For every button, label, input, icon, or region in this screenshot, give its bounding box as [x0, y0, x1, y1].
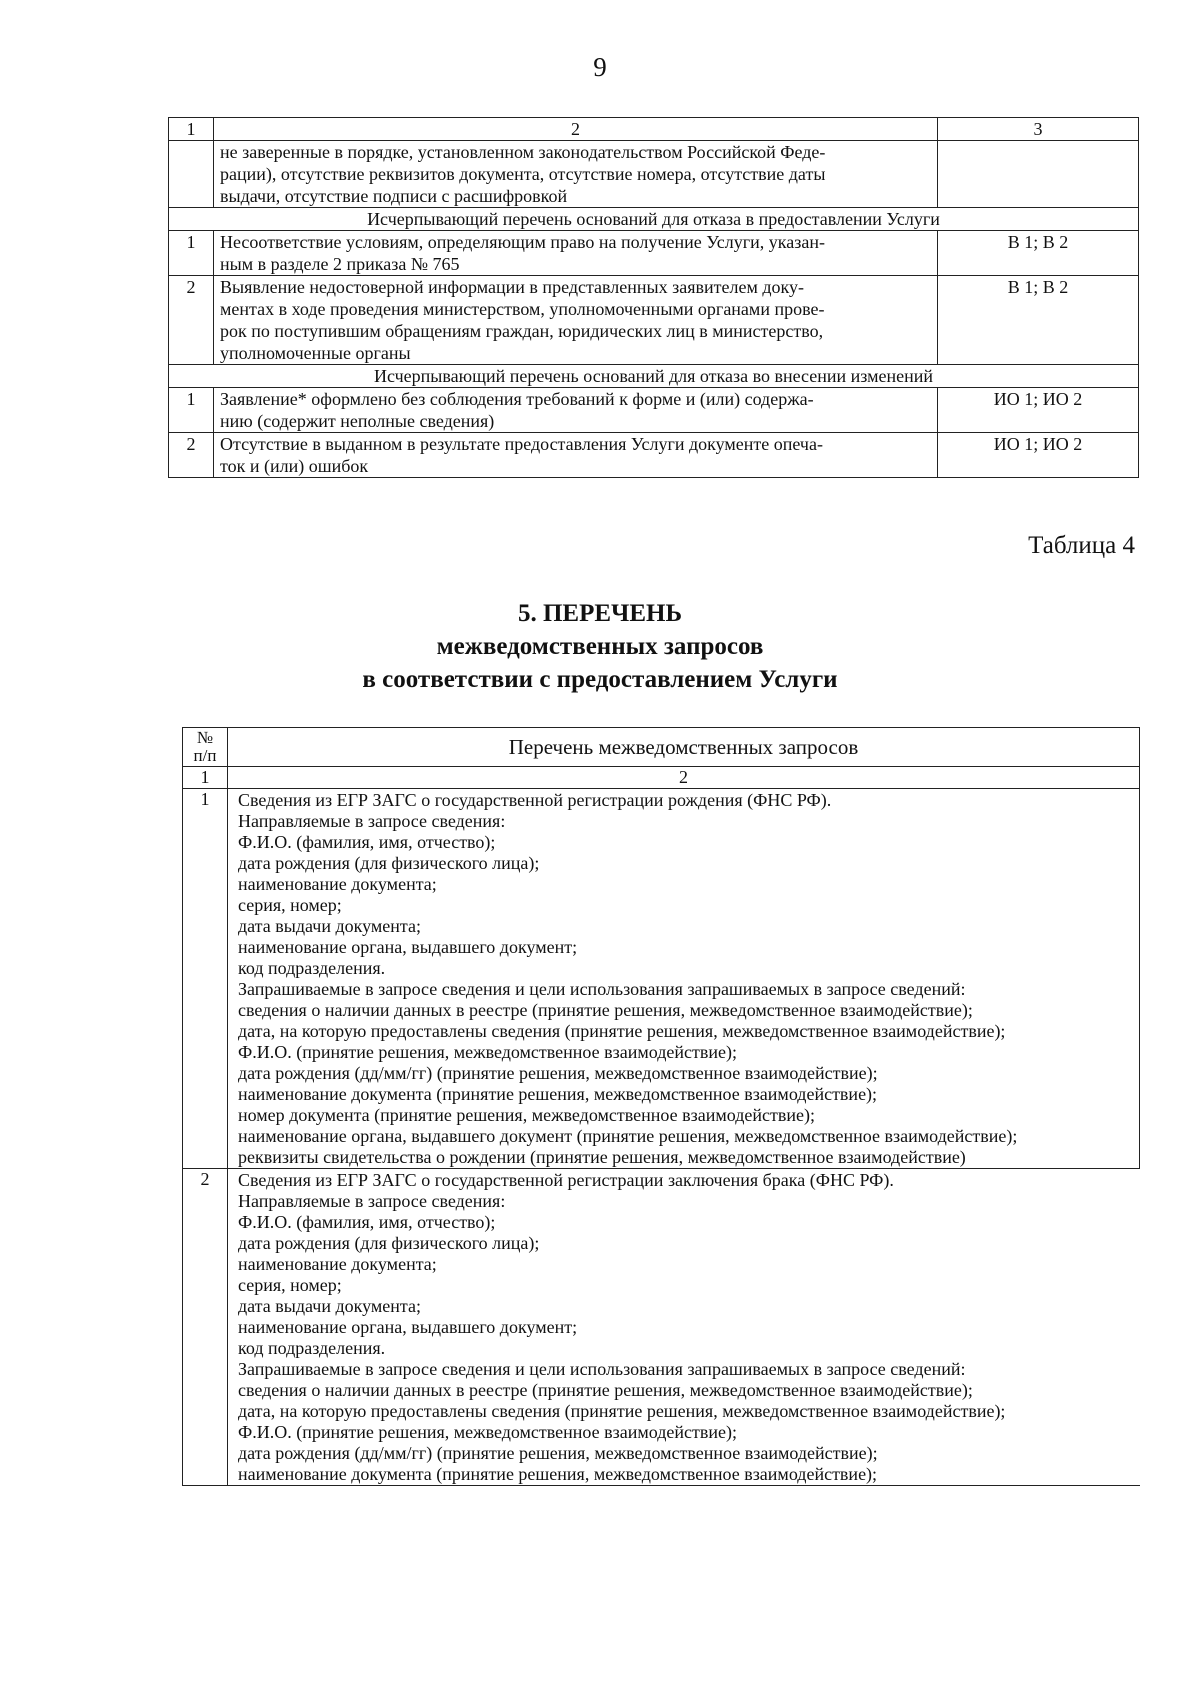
row-code-cell: ИО 1; ИО 2 [938, 433, 1139, 478]
row-text-cell [214, 276, 938, 365]
header-title-cell: Перечень межведомственных запросов [228, 728, 1140, 767]
text-line: дата выдачи документа; [238, 1296, 421, 1316]
table-row [169, 231, 1139, 276]
page-number: 9 [593, 52, 607, 82]
text-line: ментах в ходе проведения министерством, уполномоченными органами прове- [220, 299, 825, 319]
section-heading-subtitle: в соответствии с предоставлением Услуги [362, 666, 838, 693]
column-number-cell: 3 [938, 118, 1139, 141]
row-text-cell [214, 231, 938, 276]
column-number-cell: 2 [214, 118, 938, 141]
section-title: Исчерпывающий перечень оснований для отказа во внесении изменений [169, 365, 1139, 388]
text-line: код подразделения. [238, 958, 386, 978]
column-number-row [183, 767, 1140, 789]
row-text-cell [214, 433, 938, 478]
text-line: рок по поступившим обращениям граждан, юридических лиц в министерство, [220, 321, 824, 341]
table-row [169, 433, 1139, 478]
text-line: дата выдачи документа; [238, 916, 421, 936]
text-line: наименование документа (принятие решения, межведомственное взаимодействие); [238, 1084, 878, 1104]
table-label: Таблица 4 [1028, 532, 1135, 559]
row-number-cell: 2 [169, 433, 214, 478]
text-line: Несоответствие условиям, определяющим право на получение Услуги, указан- [220, 232, 825, 252]
text-line: Выявление недостоверной информации в представленных заявителем доку- [220, 277, 805, 297]
table-row [183, 1169, 1140, 1486]
text-line: Ф.И.О. (принятие решения, межведомственное взаимодействие); [238, 1422, 737, 1442]
section-heading-title: 5. ПЕРЕЧЕНЬ [517, 600, 683, 627]
row-code-cell: ИО 1; ИО 2 [938, 388, 1139, 433]
text-line: Направляемые в запросе сведения: [238, 811, 506, 831]
column-number-cell: 2 [228, 767, 1140, 789]
section-header-row [169, 365, 1139, 388]
text-line: Запрашиваемые в запросе сведения и цели использования запрашиваемых в запросе сведений: [238, 979, 966, 999]
text-line: Сведения из ЕГР ЗАГС о государственной регистрации рождения (ФНС РФ). [238, 790, 832, 810]
section-header-row [169, 208, 1139, 231]
table-header-row [183, 728, 1140, 767]
text-line: Ф.И.О. (фамилия, имя, отчество); [238, 1212, 496, 1232]
text-line: рации), отсутствие реквизитов документа, отсутствие номера, отсутствие даты [220, 164, 826, 184]
column-number-cell: 1 [183, 767, 228, 789]
text-line: серия, номер; [238, 1275, 342, 1295]
text-line: Направляемые в запросе сведения: [238, 1191, 506, 1211]
text-line: не заверенные в порядке, установленном законодательством Российской Феде- [220, 142, 826, 162]
row-code-cell: В 1; В 2 [938, 276, 1139, 365]
text-line: реквизиты свидетельства о рождении (принятие решения, межведомственное взаимодействие) [238, 1147, 966, 1167]
text-line: наименование органа, выдавшего документ; [238, 937, 578, 957]
header-number-sign: № [196, 728, 214, 747]
row-number-cell: 2 [169, 276, 214, 365]
text-line: наименование органа, выдавшего документ (принятие решения, межведомственное взаимодействие); [238, 1126, 1018, 1146]
text-line: дата рождения (для физического лица); [238, 1233, 540, 1253]
text-line: Отсутствие в выданном в результате предоставления Услуги документе опеча- [220, 434, 823, 454]
row-code-cell: В 1; В 2 [938, 231, 1139, 276]
text-line: наименование документа; [238, 874, 437, 894]
grounds-table [168, 117, 1139, 478]
text-line: сведения о наличии данных в реестре (принятие решения, межведомственное взаимодействие); [238, 1380, 973, 1400]
text-line: дата рождения (для физического лица); [238, 853, 540, 873]
row-code-cell [938, 141, 1139, 208]
text-line: ток и (или) ошибок [220, 456, 369, 476]
text-line: уполномоченные органы [220, 343, 411, 363]
text-line: дата, на которую предоставлены сведения (принятие решения, межведомственное взаимодействие); [238, 1401, 1006, 1421]
text-line: Ф.И.О. (принятие решения, межведомственное взаимодействие); [238, 1042, 737, 1062]
table-row [169, 388, 1139, 433]
column-number-cell: 1 [169, 118, 214, 141]
table-row [183, 789, 1140, 1169]
text-line: выдачи, отсутствие подписи с расшифровкой [220, 186, 568, 206]
column-number-row [169, 118, 1139, 141]
table-row [169, 276, 1139, 365]
row-text-cell [214, 388, 938, 433]
text-line: код подразделения. [238, 1338, 386, 1358]
text-line: Ф.И.О. (фамилия, имя, отчество); [238, 832, 496, 852]
header-number-abbr: п/п [193, 746, 217, 765]
text-line: нию (содержит неполные сведения) [220, 411, 495, 431]
text-line: наименование документа (принятие решения, межведомственное взаимодействие); [238, 1464, 878, 1484]
row-number-cell: 1 [169, 231, 214, 276]
text-line: наименование документа; [238, 1254, 437, 1274]
text-line: серия, номер; [238, 895, 342, 915]
text-line: сведения о наличии данных в реестре (принятие решения, межведомственное взаимодействие); [238, 1000, 973, 1020]
text-line: дата рождения (дд/мм/гг) (принятие решения, межведомственное взаимодействие); [238, 1063, 878, 1083]
row-number-cell: 1 [169, 388, 214, 433]
section-heading-subtitle: межведомственных запросов [436, 633, 764, 660]
text-line: дата, на которую предоставлены сведения (принятие решения, межведомственное взаимодействие); [238, 1021, 1006, 1041]
row-number-cell: 2 [183, 1169, 228, 1486]
text-line: Запрашиваемые в запросе сведения и цели использования запрашиваемых в запросе сведений: [238, 1359, 966, 1379]
text-line: Сведения из ЕГР ЗАГС о государственной регистрации заключения брака (ФНС РФ). [238, 1170, 894, 1190]
row-text-cell [228, 1169, 1140, 1486]
text-line: ным в разделе 2 приказа № 765 [220, 254, 460, 274]
section-title: Исчерпывающий перечень оснований для отказа в предоставлении Услуги [169, 208, 1139, 231]
table-row [169, 141, 1139, 208]
text-line: Заявление* оформлено без соблюдения требований к форме и (или) содержа- [220, 389, 814, 409]
interagency-requests-table [182, 727, 1140, 1486]
text-line: дата рождения (дд/мм/гг) (принятие решения, межведомственное взаимодействие); [238, 1443, 878, 1463]
header-number-cell [183, 728, 228, 767]
row-number-cell [169, 141, 214, 208]
text-line: наименование органа, выдавшего документ; [238, 1317, 578, 1337]
row-number-cell: 1 [183, 789, 228, 1169]
row-text-cell [228, 789, 1140, 1169]
text-line: номер документа (принятие решения, межведомственное взаимодействие); [238, 1105, 815, 1125]
row-text-cell [214, 141, 938, 208]
